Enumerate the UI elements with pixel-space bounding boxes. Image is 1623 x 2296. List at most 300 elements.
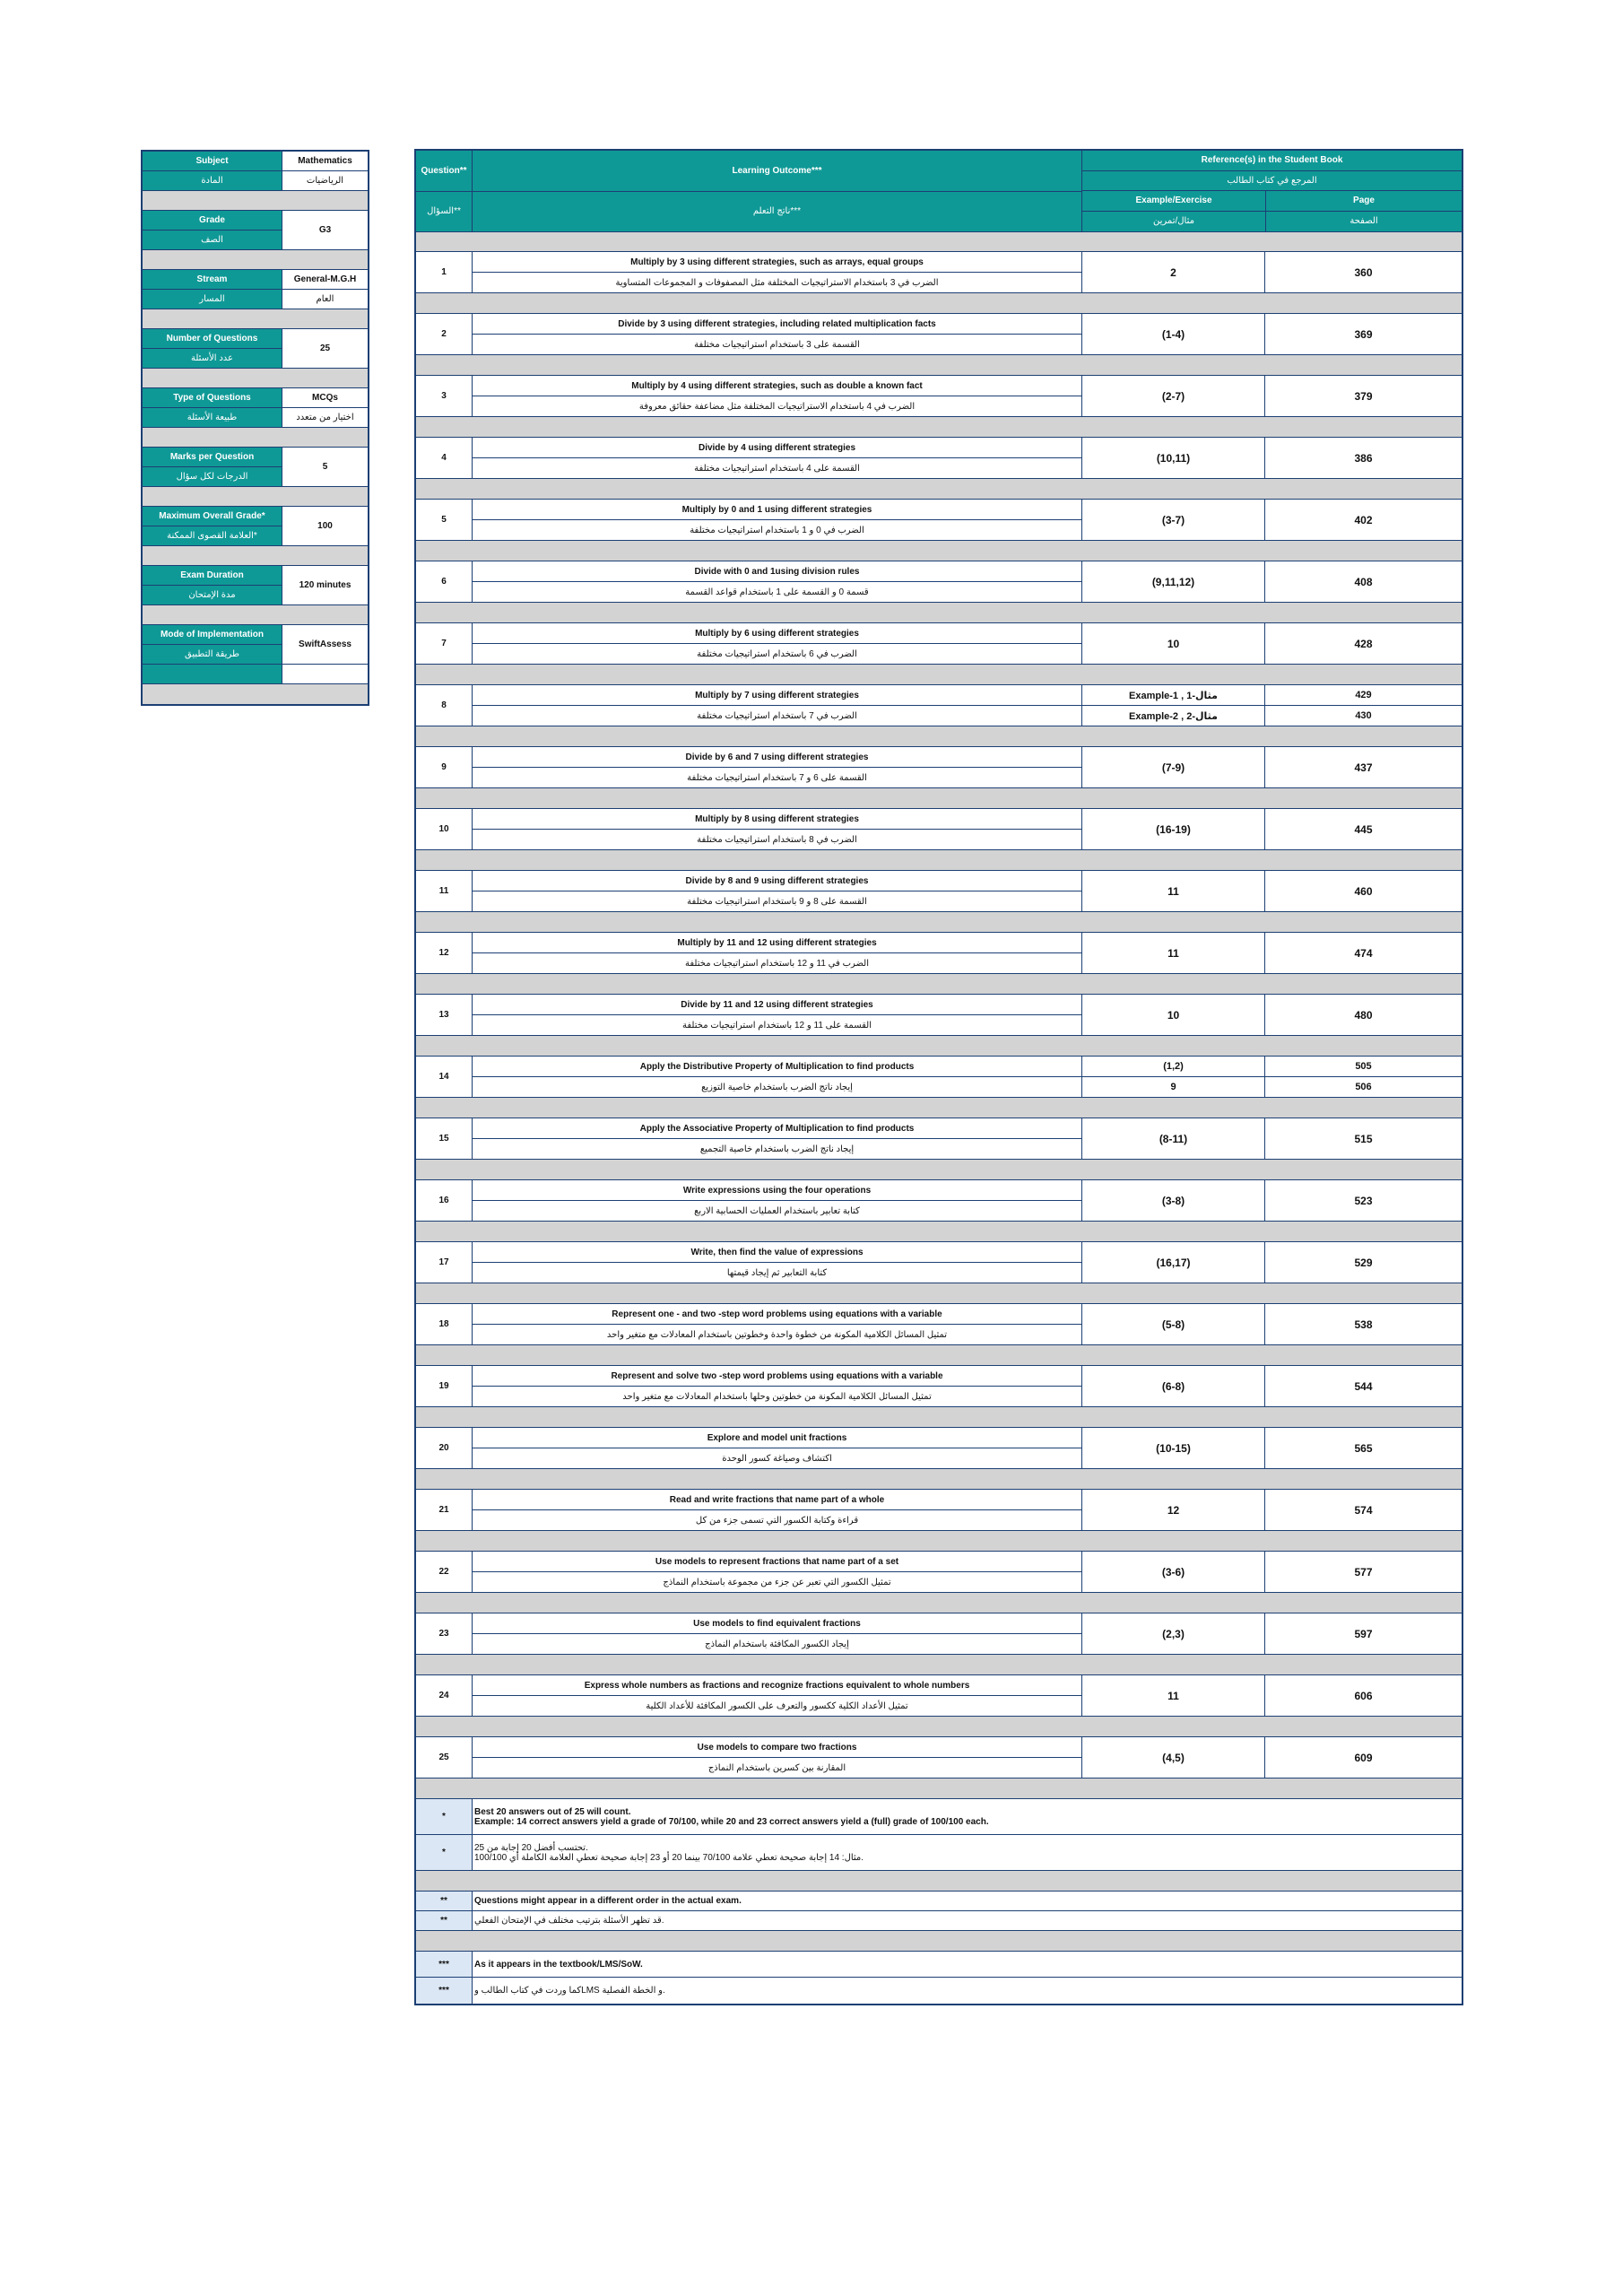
type-label: Type of Questions xyxy=(143,388,282,408)
page-cell xyxy=(1264,1057,1462,1097)
spacer-row xyxy=(416,974,1462,995)
outcome-ar: المقارنة بين كسرين باستخدام النماذج xyxy=(707,1762,846,1773)
question-header-ar: السؤال** xyxy=(416,192,472,232)
table-row xyxy=(416,933,1462,974)
page-value: 505 xyxy=(1265,1057,1462,1077)
page-value: 445 xyxy=(1264,809,1462,849)
table-row xyxy=(416,685,1462,726)
outcome-cell xyxy=(472,500,1081,540)
outcome-cell xyxy=(472,871,1081,911)
example-value: (16,17) xyxy=(1081,1242,1264,1283)
exam-info-table xyxy=(141,150,369,706)
question-number: 5 xyxy=(441,515,447,525)
question-number: 17 xyxy=(438,1257,449,1267)
spacer-row xyxy=(416,1469,1462,1490)
spacer-row xyxy=(416,479,1462,500)
spacer-row xyxy=(416,726,1462,747)
outcome-en: Use models to represent fractions that name part of a set xyxy=(473,1552,1081,1572)
outcome-cell xyxy=(472,1428,1081,1468)
outcome-ar: إيجاد ناتج الضرب باستخدام خاصية التجميع xyxy=(699,1144,855,1154)
page-value: 577 xyxy=(1264,1552,1462,1592)
outcome-ar: القسمة على 3 باستخدام استراتيجيات مختلفة xyxy=(694,339,860,350)
note-row-3 xyxy=(416,1892,1462,1911)
outcome-cell xyxy=(472,1552,1081,1592)
table-row xyxy=(416,1242,1462,1283)
example-value: (4,5) xyxy=(1081,1737,1264,1778)
page-value: 506 xyxy=(1355,1082,1372,1092)
page-value: 606 xyxy=(1264,1675,1462,1716)
spacer-row xyxy=(416,1160,1462,1180)
outcome-ar: إيجاد ناتج الضرب باستخدام خاصية التوزيع xyxy=(701,1082,853,1092)
table-row xyxy=(416,871,1462,912)
spacer-row xyxy=(416,1593,1462,1613)
outcome-ar: تمثيل المسائل الكلامية المكونة من خطوتين وحلها باستخدام المعادلات مع متغير واحد xyxy=(622,1391,932,1402)
spacer-row xyxy=(416,1036,1462,1057)
info-row-num-questions xyxy=(143,329,368,369)
example-value: (3-6) xyxy=(1081,1552,1264,1592)
outcome-cell xyxy=(472,685,1081,726)
mode-label-blank xyxy=(143,665,282,684)
grade-label: Grade xyxy=(143,211,282,230)
spacer xyxy=(143,309,368,329)
outcome-en: Use models to find equivalent fractions xyxy=(473,1613,1081,1634)
table-row xyxy=(416,376,1462,417)
table-row xyxy=(416,1057,1462,1098)
note-marker: *** xyxy=(416,1952,472,1977)
note-marker: *** xyxy=(416,1978,472,2004)
example-value: (3-7) xyxy=(1081,500,1264,540)
spacer-row xyxy=(416,1655,1462,1675)
outcome-ar: القسمة على 8 و 9 باستخدام استراتيجيات مختلفة xyxy=(687,896,867,907)
spacer xyxy=(143,684,368,704)
page-value: 437 xyxy=(1264,747,1462,787)
num-questions-value: 25 xyxy=(282,329,368,369)
table-row xyxy=(416,1180,1462,1222)
outcome-en: Divide by 3 using different strategies, including related multiplication facts xyxy=(473,314,1081,335)
type-value: MCQs xyxy=(282,388,368,408)
note-marker: * xyxy=(416,1799,472,1834)
page-value: 360 xyxy=(1264,252,1462,292)
page-value: 538 xyxy=(1264,1304,1462,1344)
example-value: (7-9) xyxy=(1081,747,1264,787)
table-row xyxy=(416,995,1462,1036)
page-value: 430 xyxy=(1355,710,1372,721)
note-marker: ** xyxy=(416,1892,472,1910)
outcome-cell xyxy=(472,747,1081,787)
mode-label-ar: طريقة التطبيق xyxy=(143,645,282,665)
table-row xyxy=(416,1737,1462,1779)
mode-value: SwiftAssess xyxy=(282,625,368,665)
outcome-ar: القسمة على 6 و 7 باستخدام استراتيجيات مختلفة xyxy=(687,772,867,783)
outcome-cell xyxy=(472,809,1081,849)
duration-label: Exam Duration xyxy=(143,566,282,586)
table-row xyxy=(416,500,1462,541)
spacer xyxy=(143,487,368,507)
type-label-ar: طبيعة الأسئلة xyxy=(143,408,282,428)
spacer xyxy=(143,428,368,448)
outcome-cell xyxy=(472,1118,1081,1159)
question-number: 15 xyxy=(438,1134,449,1144)
outcome-en: Divide by 8 and 9 using different strategies xyxy=(473,871,1081,891)
question-number: 14 xyxy=(438,1072,449,1082)
spacer-row xyxy=(416,912,1462,933)
note-line: Example: 14 correct answers yield a grade of 70/100, while 20 and 23 correct answers yield a (full) grade of 100/100 each. xyxy=(474,1816,989,1827)
outcome-en: Multiply by 11 and 12 using different strategies xyxy=(473,933,1081,953)
duration-label-ar: مدة الإمتحان xyxy=(143,586,282,605)
example-value: (8-11) xyxy=(1081,1118,1264,1159)
example-cell xyxy=(1081,1057,1264,1097)
reference-header: Reference(s) in the Student Book xyxy=(1082,151,1462,171)
outcome-cell xyxy=(472,438,1081,478)
table-row xyxy=(416,1675,1462,1717)
spacer-row xyxy=(416,1531,1462,1552)
page-header-ar: الصفحة xyxy=(1266,212,1462,231)
example-header: Example/Exercise xyxy=(1082,191,1265,212)
page-value: 597 xyxy=(1264,1613,1462,1654)
example-value: (3-8) xyxy=(1081,1180,1264,1221)
page-value: 369 xyxy=(1264,314,1462,354)
info-row-subject-ar xyxy=(143,171,368,191)
marks-label-ar: الدرجات لكل سؤال xyxy=(143,467,282,487)
outcome-cell xyxy=(472,623,1081,664)
note-text: Questions might appear in a different order in the actual exam. xyxy=(472,1892,1462,1910)
table-row xyxy=(416,1366,1462,1407)
max-grade-label: Maximum Overall Grade* xyxy=(143,507,282,526)
note-row-5 xyxy=(416,1952,1462,1978)
outcome-rows xyxy=(416,252,1462,1799)
example-value: 11 xyxy=(1081,871,1264,911)
page-value: 565 xyxy=(1264,1428,1462,1468)
note-text: قد تظهر الأسئلة بترتيب مختلف في الإمتحان الفعلي. xyxy=(472,1911,1462,1930)
spacer xyxy=(143,250,368,270)
table-row xyxy=(416,1552,1462,1593)
table-row xyxy=(416,747,1462,788)
stream-value-ar: العام xyxy=(282,290,368,309)
outcome-ar: القسمة على 11 و 12 باستخدام استراتيجيات مختلفة xyxy=(681,1020,872,1031)
question-number: 21 xyxy=(438,1505,449,1515)
outcome-en: Multiply by 7 using different strategies xyxy=(473,685,1081,706)
outcome-ar: إيجاد الكسور المكافئة باستخدام النماذج xyxy=(705,1639,849,1649)
outcome-cell xyxy=(472,252,1081,292)
page-value: 408 xyxy=(1264,561,1462,602)
outcome-cell xyxy=(472,1242,1081,1283)
note-row-1 xyxy=(416,1799,1462,1835)
outcome-ar: كتابة تعابير باستخدام العمليات الحسابية الاربع xyxy=(694,1205,860,1216)
spacer-row xyxy=(416,850,1462,871)
outcome-en: Represent one - and two -step word problems using equations with a variable xyxy=(473,1304,1081,1325)
spacer-row xyxy=(416,665,1462,685)
question-number: 16 xyxy=(438,1196,449,1205)
page-value: 429 xyxy=(1265,685,1462,706)
example-value: 9 xyxy=(1170,1082,1176,1092)
stream-label: Stream xyxy=(143,270,282,290)
outcome-en: Apply the Distributive Property of Multiplication to find products xyxy=(473,1057,1081,1077)
outcome-ar: تمثيل الأعداد الكلية ككسور والتعرف على الكسور المكافئة للأعداد الكلية xyxy=(646,1700,908,1711)
page-value: 386 xyxy=(1264,438,1462,478)
info-row-marks xyxy=(143,448,368,487)
question-number: 8 xyxy=(441,700,447,710)
table-row xyxy=(416,1304,1462,1345)
page-value: 609 xyxy=(1264,1737,1462,1778)
outcome-cell xyxy=(472,933,1081,973)
question-number: 9 xyxy=(441,762,447,772)
question-number: 18 xyxy=(438,1319,449,1329)
note-text xyxy=(472,1799,1462,1834)
learning-outcomes-table xyxy=(414,149,1463,2005)
marks-value: 5 xyxy=(282,448,368,487)
info-row-type-ar xyxy=(143,408,368,428)
info-row-stream xyxy=(143,270,368,290)
outcome-ar: اكتشاف وصياغة كسور الوحدة xyxy=(722,1453,832,1464)
stream-value: General-M.G.H xyxy=(282,270,368,290)
question-number: 23 xyxy=(438,1629,449,1639)
note-text: As it appears in the textbook/LMS/SoW. xyxy=(472,1952,1462,1977)
outcome-en: Divide by 4 using different strategies xyxy=(473,438,1081,458)
duration-value: 120 minutes xyxy=(282,566,368,605)
outcome-cell xyxy=(472,314,1081,354)
question-number: 13 xyxy=(438,1010,449,1020)
table-row xyxy=(416,1613,1462,1655)
info-row-subject xyxy=(143,152,368,171)
spacer-row xyxy=(416,1407,1462,1428)
table-row xyxy=(416,1490,1462,1531)
spacer xyxy=(143,546,368,566)
outcome-en: Multiply by 0 and 1 using different strategies xyxy=(473,500,1081,520)
outcome-en: Read and write fractions that name part of a whole xyxy=(473,1490,1081,1510)
question-number: 6 xyxy=(441,577,447,587)
page-value: 379 xyxy=(1264,376,1462,416)
table-row xyxy=(416,561,1462,603)
note-line: مثال: 14 إجابة صحيحة تعطي علامة 70/100 بينما 20 أو 23 إجابة صحيحة تعطي العلامة الكاملة أي 100/100. xyxy=(474,1852,864,1863)
question-number: 22 xyxy=(438,1567,449,1577)
outcome-cell xyxy=(472,1057,1081,1097)
spacer-row xyxy=(416,1931,1462,1952)
example-value: 12 xyxy=(1081,1490,1264,1530)
subject-label: Subject xyxy=(143,152,282,171)
note-line: تحتسب أفضل 20 إجابة من 25. xyxy=(474,1842,588,1853)
grade-label-ar: الصف xyxy=(143,230,282,250)
example-value: (16-19) xyxy=(1081,809,1264,849)
outcome-en: Multiply by 6 using different strategies xyxy=(473,623,1081,644)
outcome-en: Express whole numbers as fractions and recognize fractions equivalent to whole numbers xyxy=(473,1675,1081,1696)
outcome-ar: الضرب في 3 باستخدام الاستراتيجيات المختلفة مثل المصفوفات و المجموعات المتساوية xyxy=(615,277,939,288)
outcome-en: Write expressions using the four operations xyxy=(473,1180,1081,1201)
example-value: (9,11,12) xyxy=(1081,561,1264,602)
grade-value: G3 xyxy=(282,211,368,250)
question-number: 11 xyxy=(438,886,449,896)
example-value: (1-4) xyxy=(1081,314,1264,354)
spacer-row xyxy=(416,1098,1462,1118)
outcome-cell xyxy=(472,1304,1081,1344)
page-value: 474 xyxy=(1264,933,1462,973)
note-text xyxy=(472,1835,1462,1870)
info-row-max-grade xyxy=(143,507,368,546)
example-value: (10,11) xyxy=(1081,438,1264,478)
outcome-ar: الضرب في 6 باستخدام استراتيجيات مختلفة xyxy=(697,648,857,659)
outcome-en: Multiply by 3 using different strategies, such as arrays, equal groups xyxy=(473,252,1081,273)
outcome-ar: تمثيل المسائل الكلامية المكونة من خطوة واحدة وخطوتين باستخدام المعادلات مع متغير واحد xyxy=(606,1329,948,1340)
question-number: 2 xyxy=(441,329,447,339)
question-number: 10 xyxy=(438,824,449,834)
example-header-ar: مثال/تمرين xyxy=(1082,212,1265,231)
outcome-cell xyxy=(472,376,1081,416)
info-row-mode xyxy=(143,625,368,665)
page-cell xyxy=(1264,685,1462,726)
outcome-ar: قسمة 0 و القسمة على 1 باستخدام قواعد القسمة xyxy=(685,587,869,597)
example-value: (5-8) xyxy=(1081,1304,1264,1344)
note-row-2 xyxy=(416,1835,1462,1871)
spacer-row xyxy=(416,1717,1462,1737)
outcome-en: Divide with 0 and 1using division rules xyxy=(473,561,1081,582)
outcome-ar: تمثيل الكسور التي تعبر عن جزء من مجموعة باستخدام النماذج xyxy=(663,1577,891,1587)
question-number: 1 xyxy=(441,267,447,277)
outcome-header-ar: ناتج التعلم*** xyxy=(473,192,1081,232)
page-value: 529 xyxy=(1264,1242,1462,1283)
example-value: (6-8) xyxy=(1081,1366,1264,1406)
marks-label: Marks per Question xyxy=(143,448,282,467)
outcome-en: Explore and model unit fractions xyxy=(473,1428,1081,1448)
table-row xyxy=(416,809,1462,850)
outcome-cell xyxy=(472,561,1081,602)
spacer xyxy=(143,191,368,211)
example-cell xyxy=(1081,685,1264,726)
page-value: 460 xyxy=(1264,871,1462,911)
outcome-en: Represent and solve two -step word problems using equations with a variable xyxy=(473,1366,1081,1387)
example-value: 11 xyxy=(1081,1675,1264,1716)
page-value: 515 xyxy=(1264,1118,1462,1159)
info-row-duration xyxy=(143,566,368,605)
outcome-header: Learning Outcome*** xyxy=(473,151,1081,192)
spacer-row xyxy=(416,1871,1462,1892)
table-row xyxy=(416,1428,1462,1469)
stream-label-ar: المسار xyxy=(143,290,282,309)
table-row xyxy=(416,314,1462,355)
page-value: 523 xyxy=(1264,1180,1462,1221)
page-value: 428 xyxy=(1264,623,1462,664)
example-value: (2,3) xyxy=(1081,1613,1264,1654)
mode-label: Mode of Implementation xyxy=(143,625,282,645)
example-value: 11 xyxy=(1081,933,1264,973)
outcome-ar: الضرب في 0 و 1 باستخدام استراتيجيات مختلفة xyxy=(690,525,864,535)
info-row-stream-ar xyxy=(143,290,368,309)
spacer-row xyxy=(416,788,1462,809)
page-value: 544 xyxy=(1264,1366,1462,1406)
outcome-ar: كتابة التعابير ثم إيجاد قيمتها xyxy=(726,1267,828,1278)
example-value: (1,2) xyxy=(1082,1057,1264,1077)
example-value: 2 xyxy=(1081,252,1264,292)
subject-value: Mathematics xyxy=(282,152,368,171)
outcome-ar: الضرب في 11 و 12 باستخدام استراتيجيات مختلفة xyxy=(684,958,869,969)
example-value: Example-1 , مثال-1 xyxy=(1082,685,1264,706)
outcome-en: Divide by 6 and 7 using different strategies xyxy=(473,747,1081,768)
outcome-cell xyxy=(472,995,1081,1035)
spacer-row xyxy=(416,231,1462,252)
example-value: Example-2 , مثال-2 xyxy=(1129,710,1218,722)
max-grade-label-ar: العلامة القصوى الممكنة* xyxy=(143,526,282,546)
page-header: Page xyxy=(1266,191,1462,212)
question-number: 7 xyxy=(441,639,447,648)
spacer xyxy=(143,605,368,625)
outcome-ar: الضرب في 7 باستخدام استراتيجيات مختلفة xyxy=(697,710,857,721)
outcome-en: Use models to compare two fractions xyxy=(473,1737,1081,1758)
table-row xyxy=(416,623,1462,665)
info-row-grade xyxy=(143,211,368,250)
question-number: 19 xyxy=(438,1381,449,1391)
table-row xyxy=(416,438,1462,479)
reference-header-ar: المرجع في كتاب الطالب xyxy=(1082,171,1462,191)
spacer-row xyxy=(416,355,1462,376)
question-header: Question** xyxy=(416,151,472,192)
table-header xyxy=(416,151,1462,231)
spacer-row xyxy=(416,603,1462,623)
mode-value-blank xyxy=(282,665,368,684)
example-value: (10-15) xyxy=(1081,1428,1264,1468)
subject-value-ar: الرياضيات xyxy=(282,171,368,191)
page-value: 402 xyxy=(1264,500,1462,540)
table-row xyxy=(416,252,1462,293)
example-value: 10 xyxy=(1081,623,1264,664)
outcome-en: Multiply by 8 using different strategies xyxy=(473,809,1081,830)
outcome-ar: الضرب في 4 باستخدام الاستراتيجيات المختلفة مثل مضاعفة حقائق معروفة xyxy=(638,401,916,412)
outcome-ar: قراءة وكتابة الكسور التي تسمى جزء من كل xyxy=(695,1515,859,1526)
spacer-row xyxy=(416,541,1462,561)
type-value-ar: اختيار من متعدد xyxy=(282,408,368,428)
note-marker: * xyxy=(416,1835,472,1870)
outcome-cell xyxy=(472,1675,1081,1716)
spacer-row xyxy=(416,1283,1462,1304)
example-value: 10 xyxy=(1081,995,1264,1035)
question-number: 24 xyxy=(438,1691,449,1700)
num-questions-label: Number of Questions xyxy=(143,329,282,349)
spacer xyxy=(143,369,368,388)
outcome-en: Multiply by 4 using different strategies, such as double a known fact xyxy=(473,376,1081,396)
spacer-row xyxy=(416,1222,1462,1242)
page-value: 574 xyxy=(1264,1490,1462,1530)
question-number: 25 xyxy=(438,1752,449,1762)
outcome-en: Divide by 11 and 12 using different strategies xyxy=(473,995,1081,1015)
max-grade-value: 100 xyxy=(282,507,368,546)
note-text: كما وردت في كتاب الطالب وLMS و الخطة الفصلية. xyxy=(472,1978,1462,2004)
question-number: 12 xyxy=(438,948,449,958)
outcome-cell xyxy=(472,1737,1081,1778)
outcome-cell xyxy=(472,1366,1081,1406)
subject-label-ar: المادة xyxy=(143,171,282,191)
outcome-ar: القسمة على 4 باستخدام استراتيجيات مختلفة xyxy=(694,463,860,474)
spacer-row xyxy=(416,293,1462,314)
spacer-row xyxy=(416,1345,1462,1366)
table-row xyxy=(416,1118,1462,1160)
question-number: 20 xyxy=(438,1443,449,1453)
num-questions-label-ar: عدد الأسئلة xyxy=(143,349,282,369)
outcome-ar: الضرب في 8 باستخدام استراتيجيات مختلفة xyxy=(697,834,857,845)
outcome-en: Apply the Associative Property of Multiplication to find products xyxy=(473,1118,1081,1139)
question-number: 4 xyxy=(441,453,447,463)
note-line: Best 20 answers out of 25 will count. xyxy=(474,1806,631,1817)
spacer-row xyxy=(416,417,1462,438)
question-number: 3 xyxy=(441,391,447,401)
note-row-6 xyxy=(416,1978,1462,2004)
outcome-cell xyxy=(472,1490,1081,1530)
spacer-row xyxy=(416,1779,1462,1799)
example-value: (2-7) xyxy=(1081,376,1264,416)
note-row-4 xyxy=(416,1911,1462,1931)
outcome-cell xyxy=(472,1180,1081,1221)
info-row-type xyxy=(143,388,368,408)
outcome-cell xyxy=(472,1613,1081,1654)
note-marker: ** xyxy=(416,1911,472,1930)
outcome-en: Write, then find the value of expressions xyxy=(473,1242,1081,1263)
page-value: 480 xyxy=(1264,995,1462,1035)
